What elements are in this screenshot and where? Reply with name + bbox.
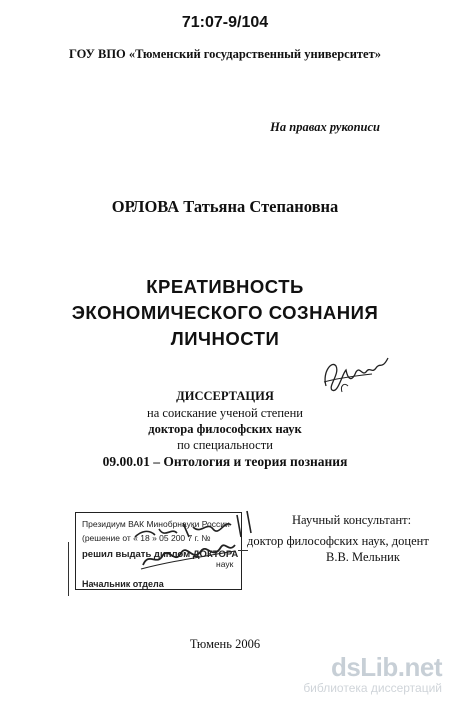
consultant-name: В.В. Мельник	[326, 550, 400, 564]
stamp-line-2: (решение от « 18 » 05 200 7 г. №	[82, 533, 211, 543]
document-code: 71:07-9/104	[181, 14, 269, 31]
author-name: ОРЛОВА Татьяна Степановна	[111, 197, 339, 216]
vak-stamp	[75, 512, 242, 590]
watermark-logo: dsLib.net	[330, 652, 442, 682]
organization-name: ГОУ ВПО «Тюменский государственный университет»	[69, 47, 381, 61]
title-line-1: КРЕАТИВНОСТЬ	[146, 276, 304, 297]
stamp-nauk: наук	[216, 559, 234, 569]
city-year: Тюмень 2006	[189, 637, 261, 651]
consultant-label: Научный консультант:	[292, 513, 412, 527]
title-line-3: ЛИЧНОСТИ	[170, 328, 280, 349]
stamp-line-1: Президиум ВАК Минобрнауки России	[82, 519, 230, 529]
consultant-degree: доктор философских наук, доцент	[247, 534, 429, 548]
degree-name: доктора философских наук	[148, 422, 302, 436]
watermark-subtitle: библиотека диссертаций	[303, 681, 442, 695]
stamp-line-4: Начальник отдела	[82, 579, 164, 589]
stamp-line-3: решил выдать диплом ДОКТОРА	[82, 549, 239, 560]
degree-purpose: на соискание ученой степени	[147, 406, 303, 420]
specialty-label: по специальности	[177, 438, 273, 452]
stamp-pointer	[238, 550, 248, 551]
rights-note: На правах рукописи	[270, 120, 380, 134]
dissertation-heading: ДИССЕРТАЦИЯ	[176, 389, 274, 403]
title-line-2: ЭКОНОМИЧЕСКОГО СОЗНАНИЯ	[71, 302, 379, 323]
handwritten-annotation	[131, 507, 261, 579]
dslib-watermark[interactable]	[303, 652, 442, 695]
specialty-code: 09.00.01 – Онтология и теория познания	[102, 454, 348, 469]
margin-mark	[68, 542, 69, 596]
